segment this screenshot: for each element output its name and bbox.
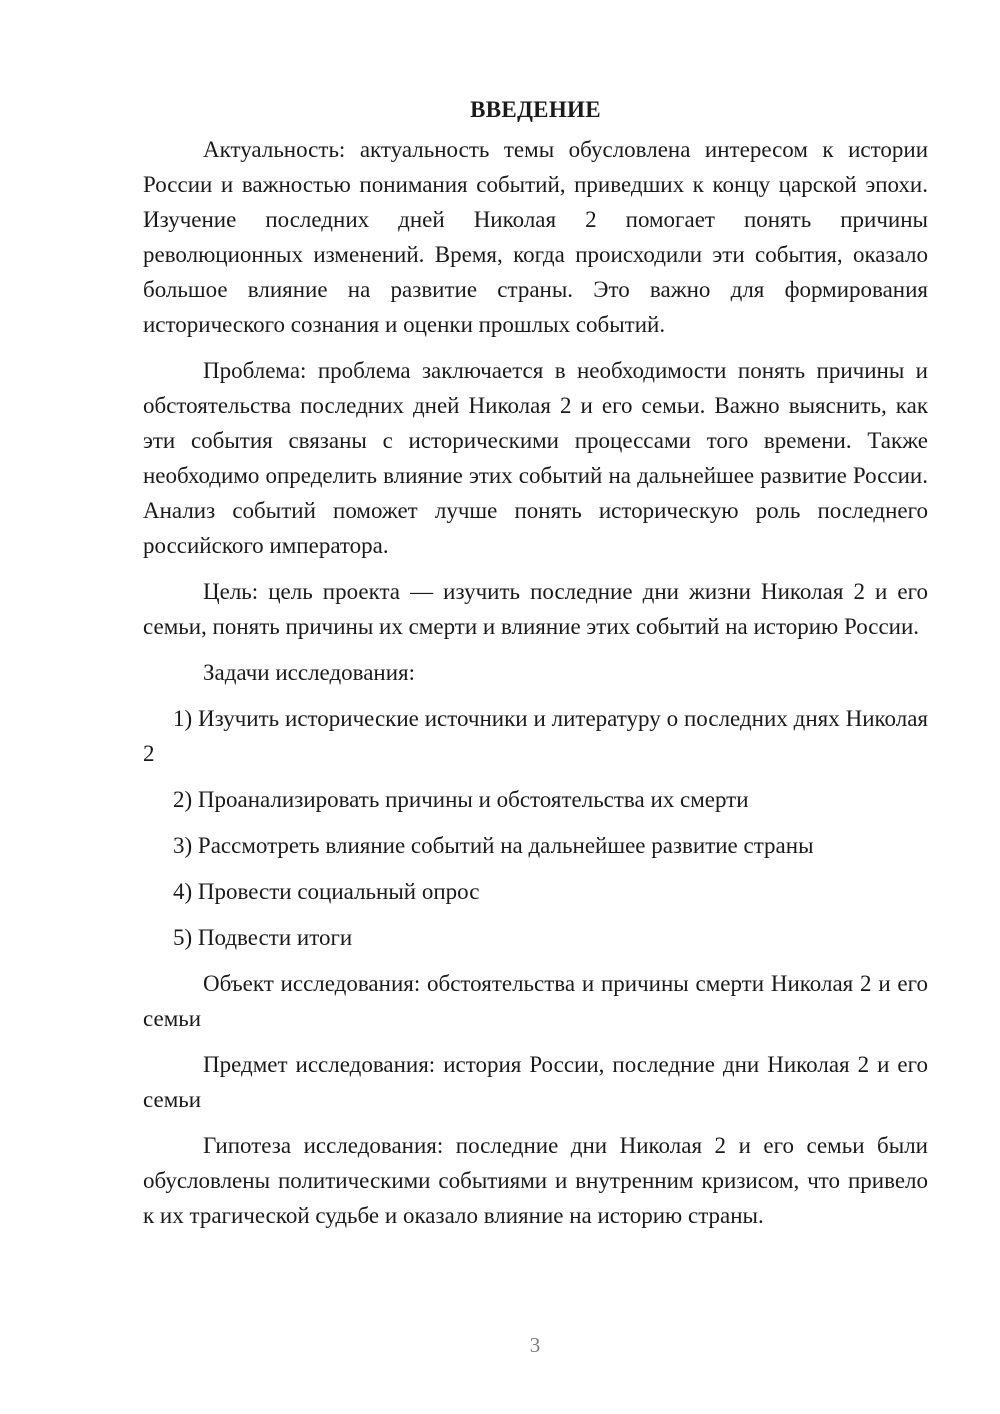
paragraph-problem: Проблема: проблема заключается в необходимости понять причины и обстоятельства последних дней Николая 2 и его семьи. Важно выяснить, как эти события связаны с историческими процессами того времени. Также необходимо определить влияние этих событий на дальнейшее развитие России. Анализ событий поможет лучше понять историческую роль последнего российского императора. [143,358,928,558]
page-content [143,92,928,1244]
task-item-5: 5) Подвести итоги [173,925,353,950]
paragraph-goal: Цель: цель проекта — изучить последние дни жизни Николая 2 и его семьи, понять причины их смерти и влияние этих событий на историю России. [143,579,928,639]
task-item-4: 4) Провести социальный опрос [173,879,480,904]
page-number: 3 [529,1333,541,1357]
paragraph-hypothesis: Гипотеза исследования: последние дни Николая 2 и его семьи были обусловлены политическими событиями и внутренним кризисом, что привело к их трагической судьбе и оказало влияние на историю страны. [143,1133,928,1228]
paragraph-object: Объект исследования: обстоятельства и причины смерти Николая 2 и его семьи [143,971,928,1031]
paragraph-subject: Предмет исследования: история России, последние дни Николая 2 и его семьи [143,1052,928,1112]
tasks-heading: Задачи исследования: [203,660,416,685]
page-title: ВВЕДЕНИЕ [470,97,601,122]
paragraph-relevance: Актуальность: актуальность темы обусловлена интересом к истории России и важностью понимания событий, приведших к концу царской эпохи. Изучение последних дней Николая 2 помогает понять причины революционных изменений. Время, когда происходили эти события, оказало большое влияние на развитие страны. Это важно для формирования исторического сознания и оценки прошлых событий. [143,137,928,337]
task-item-2: 2) Проанализировать причины и обстоятельства их смерти [173,787,749,812]
task-item-1: 1) Изучить исторические источники и литературу о последних днях Николая 2 [143,706,928,766]
task-item-3: 3) Рассмотреть влияние событий на дальнейшее развитие страны [173,833,814,858]
